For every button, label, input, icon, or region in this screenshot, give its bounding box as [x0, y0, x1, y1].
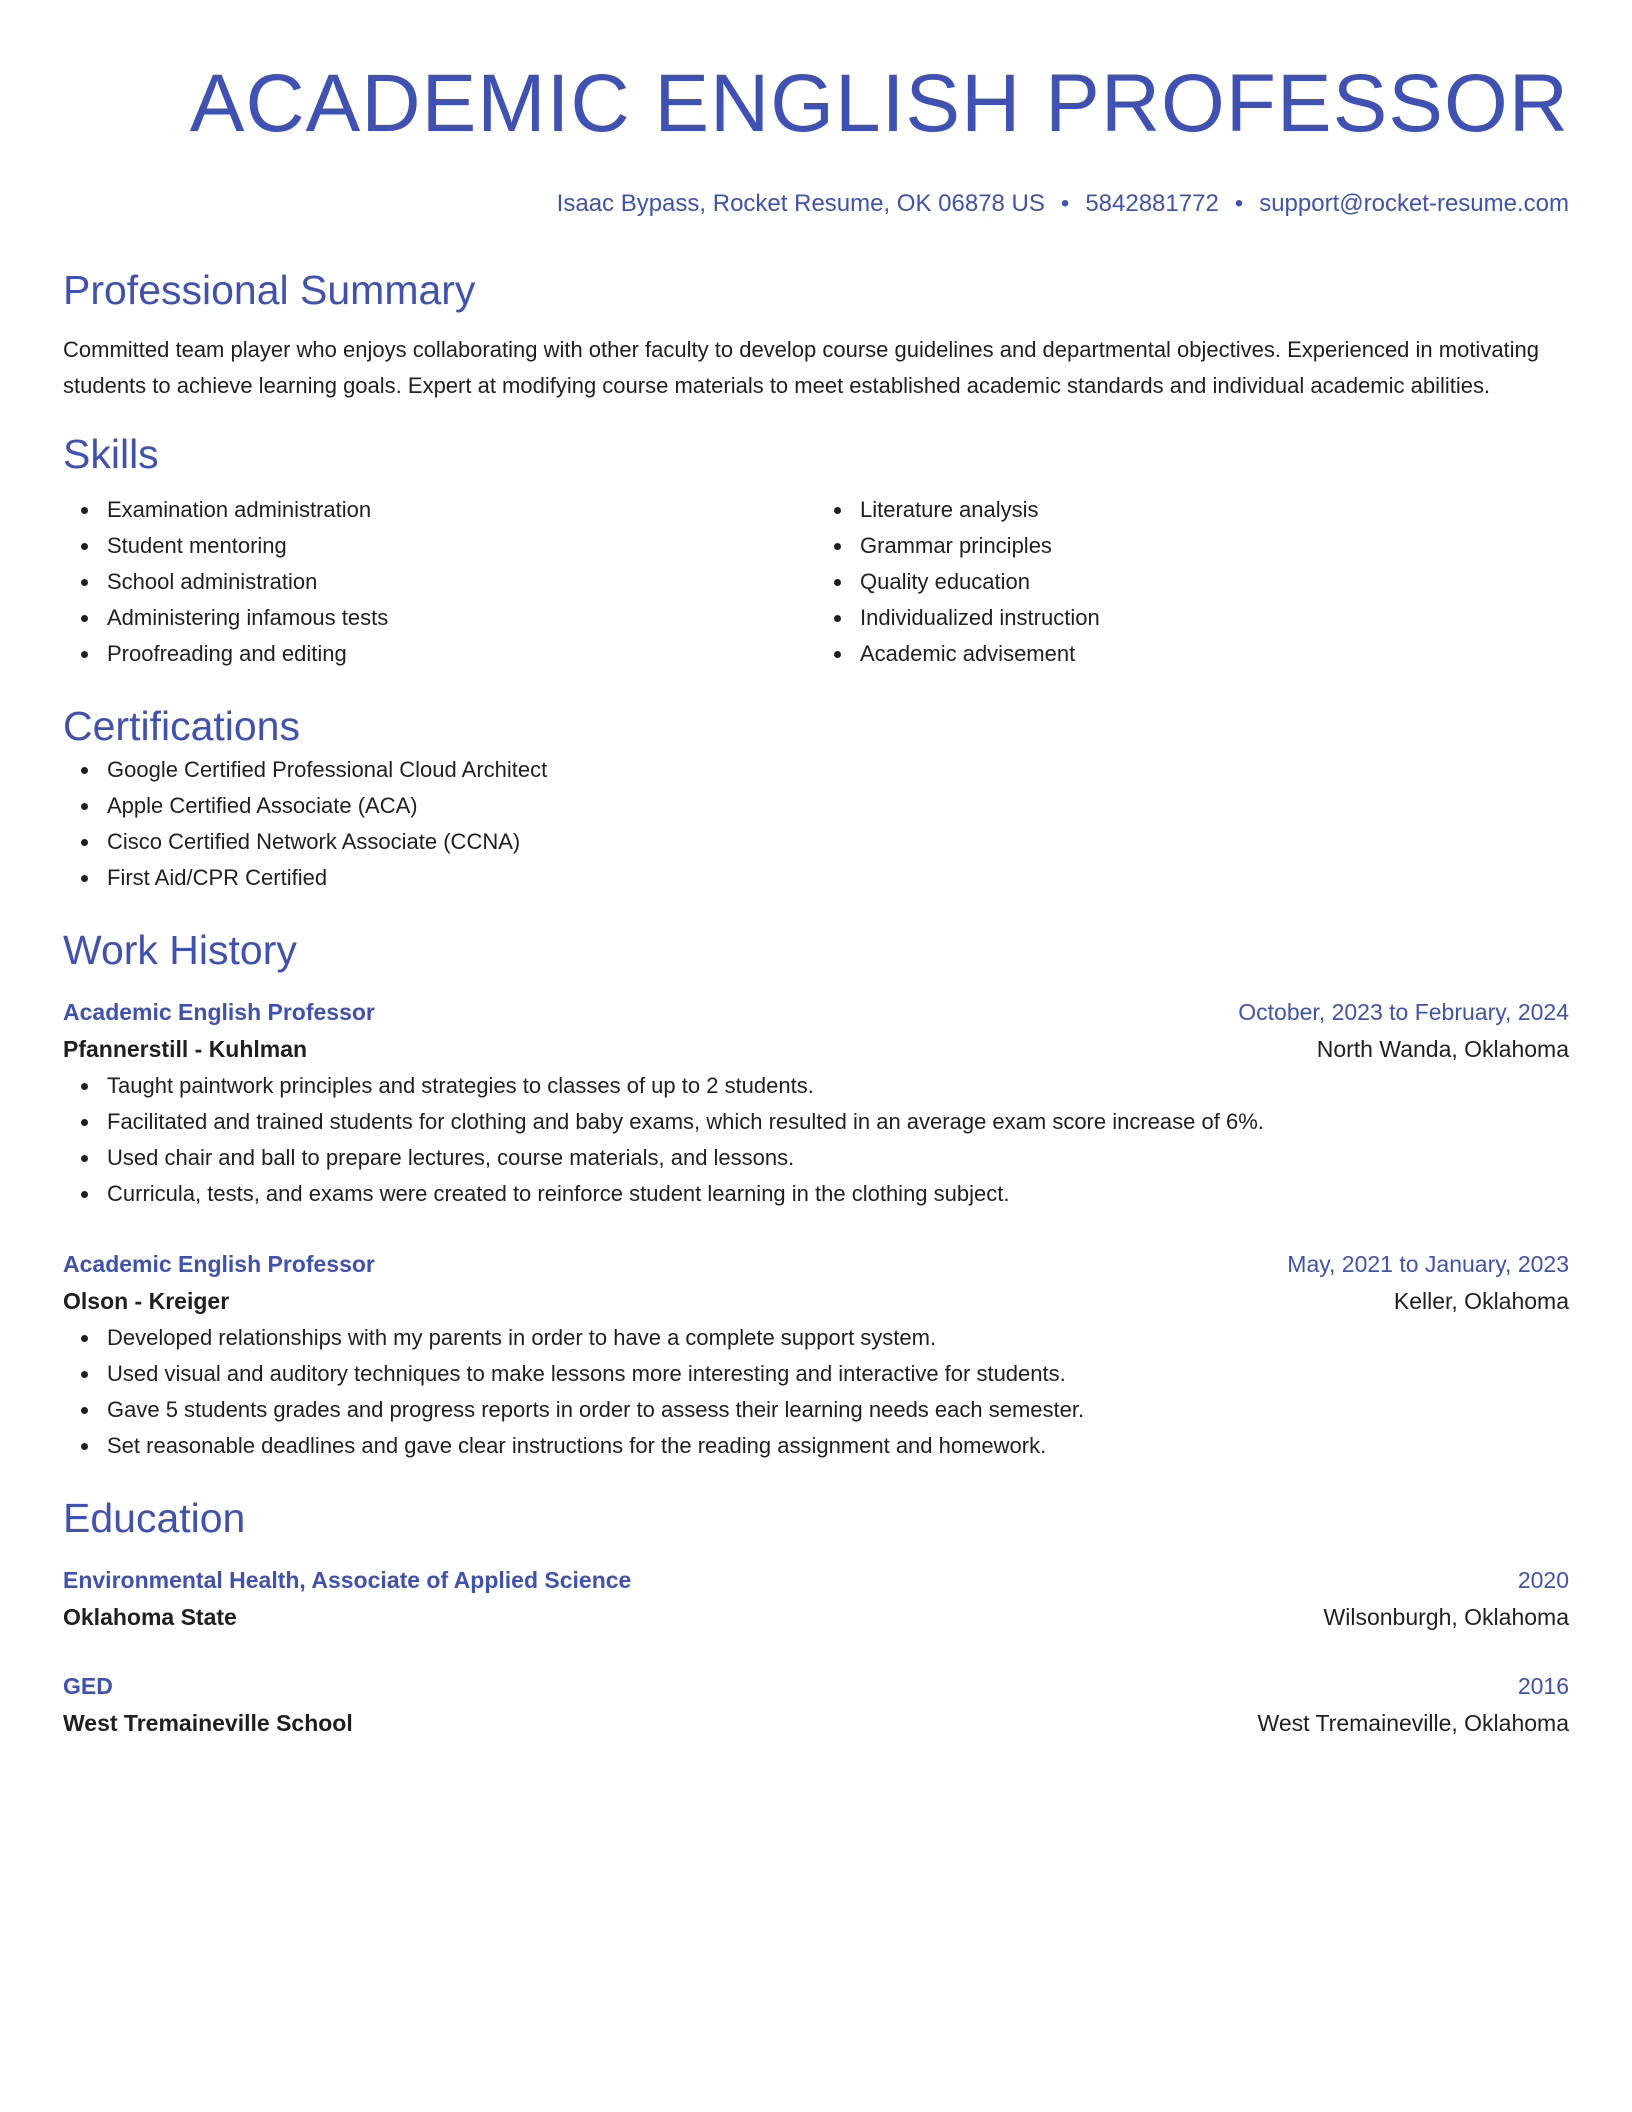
job-entry [63, 1246, 1569, 1464]
skill-item: Literature analysis [816, 492, 1569, 528]
bullet-icon [81, 1371, 88, 1378]
job-bullet: Developed relationships with my parents in order to have a complete support system. [63, 1320, 1569, 1356]
job-bullet: Taught paintwork principles and strategies to classes of up to 2 students. [63, 1068, 1569, 1104]
job-bullet: Used chair and ball to prepare lectures, course materials, and lessons. [63, 1140, 1569, 1176]
skill-item: Academic advisement [816, 636, 1569, 672]
summary-heading: Professional Summary [63, 267, 476, 313]
skills-grid [63, 492, 1569, 672]
certifications-list [63, 752, 1569, 896]
contact-email: support@rocket-resume.com [1259, 190, 1569, 217]
job-dates: October, 2023 to February, 2024 [1238, 999, 1569, 1025]
summary-section [63, 264, 1569, 404]
education-location: West Tremaineville, Oklahoma [1257, 1710, 1569, 1736]
job-entry [63, 994, 1569, 1212]
bullet-icon [81, 507, 88, 514]
bullet-icon [834, 579, 841, 586]
skill-item: Proofreading and editing [63, 636, 816, 672]
job-employer: Olson - Kreiger [63, 1288, 230, 1314]
skills-section [63, 428, 1569, 672]
bullet-icon [834, 651, 841, 658]
bullet-icon [81, 1443, 88, 1450]
bullet-icon [81, 1155, 88, 1162]
bullet-icon [81, 875, 88, 882]
education-degree: GED [63, 1673, 113, 1699]
skills-heading: Skills [63, 431, 159, 477]
contact-address: Isaac Bypass, Rocket Resume, OK 06878 US [556, 190, 1045, 217]
work-history-section [63, 924, 1569, 1464]
skill-item: Student mentoring [63, 528, 816, 564]
job-location: North Wanda, Oklahoma [1316, 1036, 1569, 1062]
contact-phone: 5842881772 [1085, 190, 1219, 217]
bullet-icon [81, 839, 88, 846]
job-bullet: Set reasonable deadlines and gave clear instructions for the reading assignment and homework. [63, 1428, 1569, 1464]
bullet-icon [81, 1119, 88, 1126]
job-bullet: Gave 5 students grades and progress reports in order to assess their learning needs each semester. [63, 1392, 1569, 1428]
education-heading: Education [63, 1495, 246, 1541]
contact-line [63, 188, 1569, 220]
bullet-icon [81, 1191, 88, 1198]
bullet-icon [81, 1407, 88, 1414]
job-dates: May, 2021 to January, 2023 [1287, 1251, 1569, 1277]
bullet-icon [834, 507, 841, 514]
bullet-icon [81, 1083, 88, 1090]
job-bullet: Facilitated and trained students for clothing and baby exams, which resulted in an average exam score increase of 6%. [63, 1104, 1569, 1140]
job-location: Keller, Oklahoma [1393, 1288, 1569, 1314]
bullet-icon [81, 579, 88, 586]
education-year: 2016 [1517, 1673, 1569, 1699]
education-entry [63, 1562, 1569, 1636]
certification-item: Google Certified Professional Cloud Architect [63, 752, 1569, 788]
bullet-icon [834, 543, 841, 550]
job-title: Academic English Professor [63, 999, 375, 1025]
summary-text: Committed team player who enjoys collaborating with other faculty to develop course guidelines and departmental objectives. Experienced in motivating students to achieve learning goals. Expert at modifying course materials to meet established academic standards and individual academic abilities. [63, 337, 1540, 398]
skills-column-left [63, 492, 816, 672]
certification-item: First Aid/CPR Certified [63, 860, 1569, 896]
education-year: 2020 [1517, 1567, 1569, 1593]
job-bullets [63, 1068, 1569, 1212]
education-section [63, 1492, 1569, 1742]
education-location: Wilsonburgh, Oklahoma [1323, 1604, 1569, 1630]
contact-separator: • [1234, 190, 1244, 217]
contact-separator: • [1060, 190, 1070, 217]
bullet-icon [81, 803, 88, 810]
job-bullet: Curricula, tests, and exams were created to reinforce student learning in the clothing subject. [63, 1176, 1569, 1212]
bullet-icon [834, 615, 841, 622]
job-bullet: Used visual and auditory techniques to make lessons more interesting and interactive for students. [63, 1356, 1569, 1392]
bullet-icon [81, 651, 88, 658]
skill-item: Quality education [816, 564, 1569, 600]
education-degree: Environmental Health, Associate of Applied Science [63, 1567, 632, 1593]
skill-item: Administering infamous tests [63, 600, 816, 636]
skill-item: Individualized instruction [816, 600, 1569, 636]
work-history-heading: Work History [63, 927, 297, 973]
bullet-icon [81, 615, 88, 622]
bullet-icon [81, 543, 88, 550]
certifications-heading: Certifications [63, 703, 300, 749]
certification-item: Cisco Certified Network Associate (CCNA) [63, 824, 1569, 860]
skills-column-right [816, 492, 1569, 672]
job-title: Academic English Professor [63, 1251, 375, 1277]
bullet-icon [81, 1335, 88, 1342]
certifications-section [63, 700, 1569, 896]
skill-item: Examination administration [63, 492, 816, 528]
skill-item: School administration [63, 564, 816, 600]
education-school: Oklahoma State [63, 1604, 237, 1630]
education-school: West Tremaineville School [63, 1710, 353, 1736]
certification-item: Apple Certified Associate (ACA) [63, 788, 1569, 824]
resume-title: ACADEMIC ENGLISH PROFESSOR [189, 58, 1569, 149]
job-bullets [63, 1320, 1569, 1464]
bullet-icon [81, 767, 88, 774]
skill-item: Grammar principles [816, 528, 1569, 564]
job-employer: Pfannerstill - Kuhlman [63, 1036, 308, 1062]
education-entry [63, 1668, 1569, 1742]
